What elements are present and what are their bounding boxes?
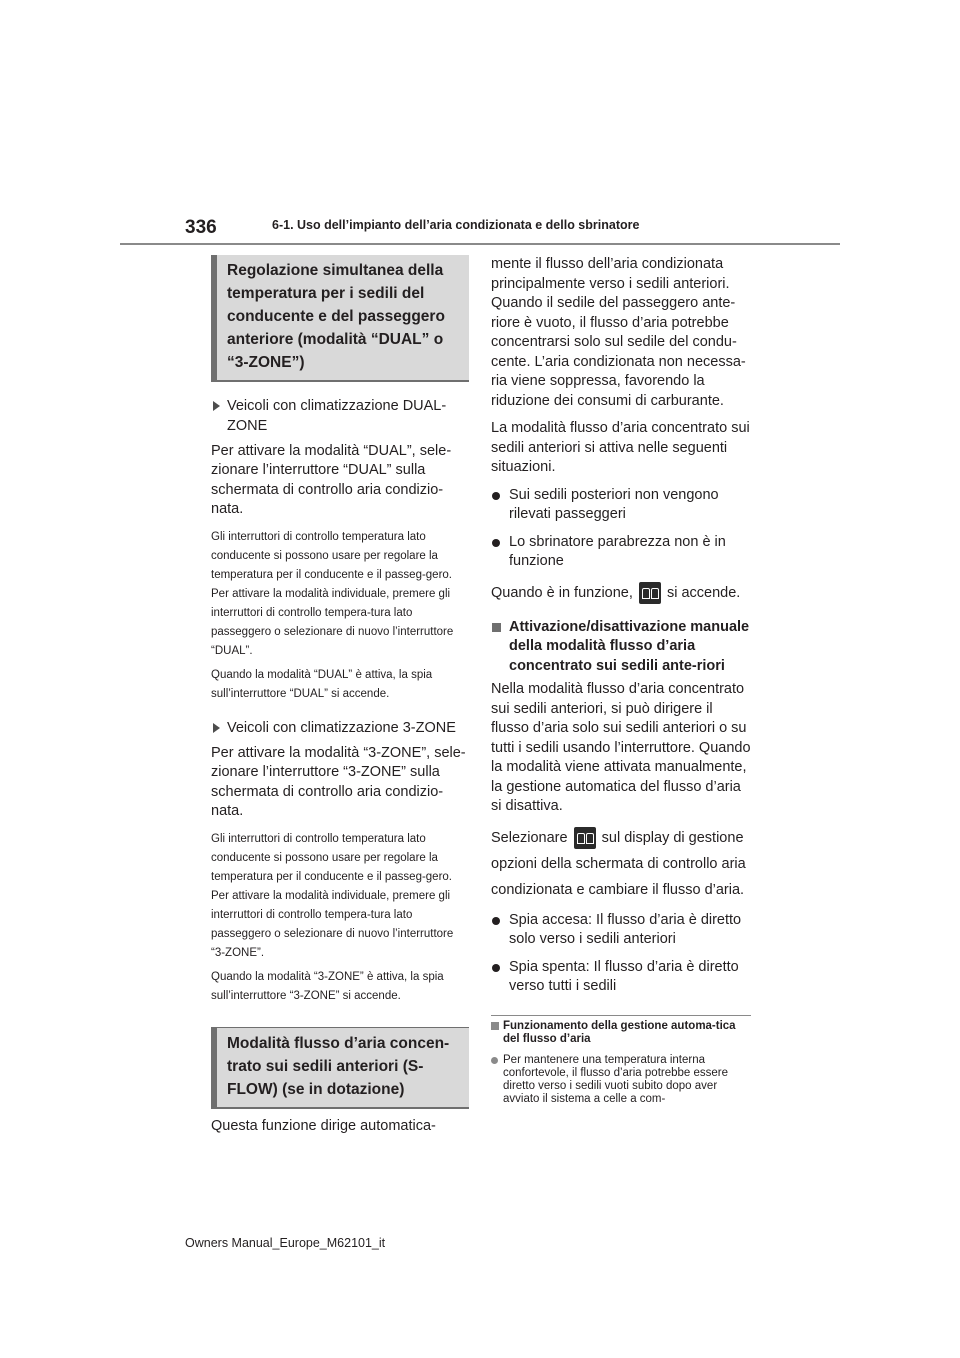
heading-s-flow: Modalità flusso d’aria concen-trato sui sedili anteriori (S-FLOW) (se in dotazione) <box>211 1028 469 1107</box>
list-item <box>491 486 751 525</box>
list-item <box>491 958 751 997</box>
list-item-label: Sui sedili posteriori non vengono rilevati passeggeri <box>509 486 719 522</box>
heading-underline <box>211 1107 469 1109</box>
list-item <box>211 396 469 436</box>
right-column <box>491 255 751 1106</box>
paragraph <box>491 825 751 903</box>
bullet-dot-icon <box>492 964 500 972</box>
left-column <box>211 255 469 1144</box>
paragraph: mente il flusso dell’aria condizionata principalmente verso i sedili anteriori. Quando il sedile del passeggero ante-riore è vuoto, il flusso d’aria potrebbe concentrarsi solo sul sedile del condu-cente. L’aria condizionata non necessa-ria viene soppressa, favorendo la riduzione dei consumi di carburante. <box>491 256 746 409</box>
s-flow-seat-icon <box>639 582 661 604</box>
bullet-dot-icon <box>492 539 500 547</box>
small-paragraph: Gli interruttori di controllo temperatura lato conducente si possono usare per regolare la temperatura per il conducente e il passeg-gero. Per attivare la modalità individuale, premere gli interruttori di controllo tempera-tura lato passeggero o selezionare di nuovo l’interruttore “DUAL”. <box>211 530 454 657</box>
paragraph: Per attivare la modalità “3-ZONE”, sele-zionare l’interruttore “3-ZONE” sulla schermata di controllo aria condizio-nata. <box>211 744 466 819</box>
square-bullet-icon <box>491 1022 499 1030</box>
bullet-dot-icon <box>492 917 500 925</box>
bullet-dot-icon <box>491 1057 498 1064</box>
note-item-label: Per mantenere una temperatura interna confortevole, il flusso d’aria potrebbe essere diretto verso i sedili vuoti subito dopo aver avviato il sistema a celle a com- <box>503 1054 729 1105</box>
note-item <box>491 1054 751 1106</box>
text-span: si accende. <box>666 584 741 601</box>
heading-dual-3zone: Regolazione simultanea della temperatura per i sedili del conducente e del passeggero anteriore (modalità “DUAL” o “3-ZONE”) <box>211 255 469 380</box>
text-span: Quando è in funzione, <box>491 584 633 601</box>
paragraph <box>491 582 751 604</box>
list-item-label: Spia accesa: Il flusso d’aria è diretto solo verso i sedili anteriori <box>509 911 742 947</box>
paragraph: Nella modalità flusso d’aria concentrato sui sedili anteriori, si può dirigere il flusso d’aria solo sui sedili anteriori o su tutti i sedili usando l’interruttore. Quando la modalità viene attivata manualmente, la gestione automatica del flusso d’aria si disattiva. <box>491 681 751 814</box>
note-heading-label: Funzionamento della gestione automa-tica del flusso d’aria <box>503 1020 736 1045</box>
list-item <box>491 533 751 572</box>
text-span: Selezionare <box>491 829 568 846</box>
footer-label: Owners Manual_Europe_M62101_it <box>185 1236 386 1250</box>
section-title: 6-1. Uso dell’impianto dell’aria condizionata e dello sbrinatore <box>272 218 640 232</box>
small-paragraph: Gli interruttori di controllo temperatura lato conducente si possono usare per regolare la temperatura per il conducente e il passeg-gero. Per attivare la modalità individuale, premere gli interruttori di controllo tempera-tura lato passeggero o selezionare di nuovo l’interruttore “3-ZONE”. <box>211 832 454 959</box>
note-divider <box>491 1015 751 1017</box>
text-span: sul display di gestione opzioni della schermata di controllo aria condizionata e cambiare il flusso d’aria. <box>491 829 746 898</box>
square-bullet-icon <box>492 623 501 632</box>
subheading <box>491 618 751 677</box>
paragraph: La modalità flusso d’aria concentrato sui sedili anteriori si attiva nelle seguenti situazioni. <box>491 420 750 475</box>
bullet-dot-icon <box>492 492 500 500</box>
small-paragraph: Quando la modalità “DUAL” è attiva, la spia sull’interruttore “DUAL” si accende. <box>211 668 433 700</box>
small-paragraph: Quando la modalità “3-ZONE” è attiva, la spia sull’interruttore “3-ZONE” si accende. <box>211 970 444 1002</box>
list-item-label: Veicoli con climatizzazione 3-ZONE <box>227 719 456 736</box>
list-item-label: Lo sbrinatore parabrezza non è in funzione <box>509 533 726 569</box>
paragraph: Questa funzione dirige automatica- <box>211 1117 436 1134</box>
header-divider <box>120 243 840 245</box>
list-item <box>491 911 751 950</box>
triangle-bullet-icon <box>213 723 220 733</box>
subheading-label: Attivazione/disattivazione manuale della modalità flusso d’aria concentrato sui sedili ante-riori <box>509 618 750 674</box>
list-item-label: Spia spenta: Il flusso d’aria è diretto verso tutti i sedili <box>509 958 739 994</box>
paragraph: Per attivare la modalità “DUAL”, sele-zionare l’interruttore “DUAL” sulla schermata di controllo aria condizio-nata. <box>211 442 452 517</box>
triangle-bullet-icon <box>213 401 220 411</box>
s-flow-seat-icon <box>574 827 596 849</box>
list-item <box>211 718 469 738</box>
note-heading <box>491 1020 751 1046</box>
heading-underline <box>211 380 469 382</box>
page-number: 336 <box>185 217 217 238</box>
list-item-label: Veicoli con climatizzazione DUAL-ZONE <box>227 397 447 434</box>
